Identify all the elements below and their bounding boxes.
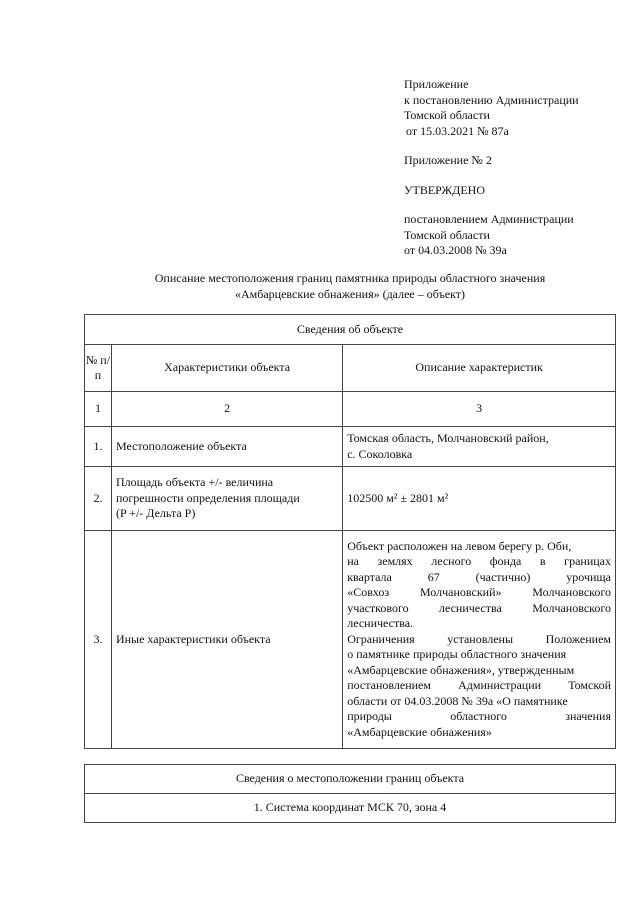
decree-line: Томской области — [404, 227, 490, 242]
description-line: «Амбарцевские обнажения», утвержденным — [347, 662, 575, 677]
description-line: области от 04.03.2008 № 39а «О памятнике — [347, 693, 568, 708]
column-header-number — [85, 345, 112, 392]
column-header-text: № п/п — [85, 352, 111, 382]
description-line: о памятнике природы областного значения — [347, 647, 567, 662]
table-row — [85, 531, 616, 749]
header-line: от 15.03.2021 № 87а — [406, 123, 509, 138]
header-line: Томской области — [404, 108, 490, 122]
column-header-description: Описание характеристик — [343, 345, 616, 392]
table-section-header-row — [85, 315, 616, 345]
row-number: 2. — [85, 467, 112, 531]
title-line: Описание местоположения границ памятника природы областного значения — [154, 271, 546, 285]
section-header: Сведения об объекте — [85, 315, 616, 345]
row-number: 3. — [85, 531, 112, 749]
characteristic-line: (P +/- Дельта P) — [115, 506, 196, 521]
description-line: лесничества. — [347, 616, 414, 631]
document-header — [404, 77, 624, 259]
table-row — [85, 427, 616, 467]
description-line: участкового лесничества Молчановского — [347, 600, 611, 615]
description-line: «Совхоз Молчановский» Молчановского — [347, 585, 611, 600]
header-line: к постановлению Администрации — [404, 92, 579, 107]
description-line: постановлением Администрации Томской — [347, 678, 611, 693]
row-number: 1. — [85, 427, 112, 467]
decree-line: от 04.03.2008 № 39а — [404, 243, 507, 257]
description-line: Ограничения установлены Положением — [347, 631, 611, 646]
table-section-header-row — [85, 765, 616, 794]
table-header-row — [85, 345, 616, 392]
description-line: квартала 67 (частично) урочища — [347, 569, 611, 584]
description-line: с. Соколовка — [347, 446, 413, 461]
column-number: 1 — [85, 392, 112, 427]
row-description: 102500 м² ± 2801 м² — [343, 467, 616, 531]
table-row — [85, 794, 616, 823]
appendix-number: Приложение № 2 — [404, 153, 492, 167]
characteristic-line: Площадь объекта +/- величина — [115, 475, 274, 490]
boundary-info-table — [84, 764, 616, 823]
description-line: на землях лесного фонда в границах — [347, 554, 611, 569]
column-numbers-row — [85, 392, 616, 427]
coordinate-system: 1. Система координат МСК 70, зона 4 — [85, 794, 616, 823]
header-line: Приложение — [404, 77, 469, 91]
row-characteristic: Местоположение объекта — [111, 427, 342, 467]
row-characteristic — [111, 467, 342, 531]
characteristic-line: погрешности определения площади — [115, 490, 300, 505]
row-description — [343, 531, 616, 749]
section-header: Сведения о местоположении границ объекта — [85, 765, 616, 794]
object-info-table — [84, 314, 616, 749]
column-number: 3 — [343, 392, 616, 427]
description-line: Томская область, Молчановский район, — [347, 431, 549, 445]
column-number: 2 — [111, 392, 342, 427]
document-title — [80, 271, 620, 302]
title-line: «Амбарцевские обнажения» (далее – объект) — [234, 286, 466, 301]
description-line: природы областного значения — [347, 709, 611, 724]
description-line: «Амбарцевские обнажения» — [347, 724, 492, 739]
row-description — [343, 427, 616, 467]
table-row — [85, 467, 616, 531]
decree-line: постановлением Администрации — [404, 212, 574, 226]
approved-stamp: УТВЕРЖДЕНО — [404, 182, 486, 197]
row-characteristic: Иные характеристики объекта — [111, 531, 342, 749]
description-line: Объект расположен на левом берегу р. Оби, — [347, 538, 572, 553]
column-header-characteristic: Характеристики объекта — [111, 345, 342, 392]
